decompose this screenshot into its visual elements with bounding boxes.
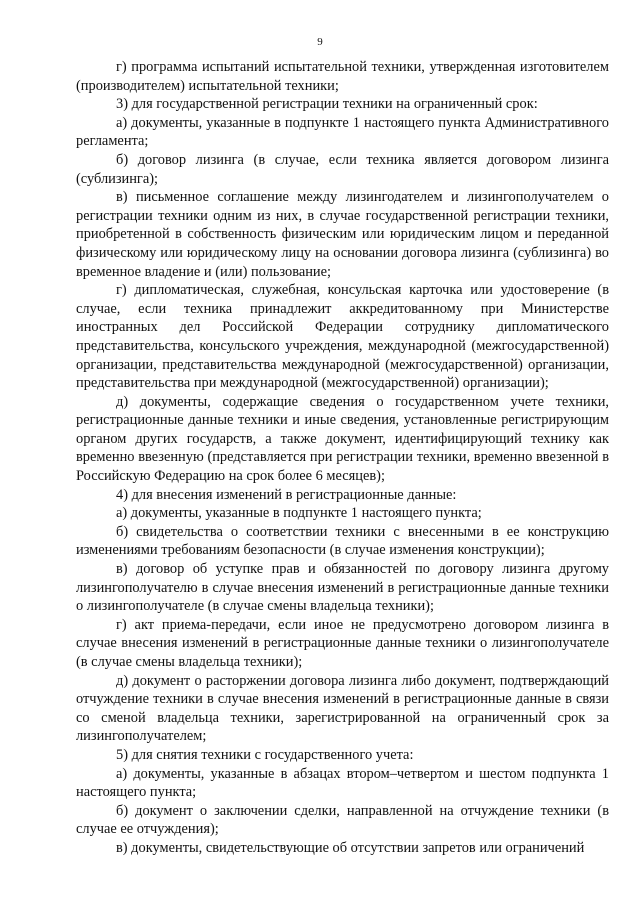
paragraph: б) документ о заключении сделки, направленной на отчуждение техники (в случае ее отчуждения); — [76, 802, 609, 838]
paragraph: а) документы, указанные в подпункте 1 настоящего пункта; — [116, 505, 482, 522]
page-number: 9 — [317, 36, 323, 48]
paragraph: в) письменное соглашение между лизингодателем и лизингополучателем о регистрации техники одним из них, в случае государственной регистрации техники, приобретенной в собственность физическим или юридическим лицом и переданной физическому или юридическому лицу на основании договора лизинга (сублизинга) во временное владение и (или) пользование; — [76, 189, 609, 280]
paragraph: б) договор лизинга (в случае, если техника является договором лизинга (сублизинга); — [76, 151, 609, 187]
paragraph: а) документы, указанные в подпункте 1 настоящего пункта Административного регламента; — [76, 114, 609, 150]
paragraph: г) программа испытаний испытательной техники, утвержденная изготовителем (производителем) испытательной техники; — [76, 59, 609, 94]
paragraph: г) дипломатическая, служебная, консульская карточка или удостоверение (в случае, если техника принадлежит аккредитованному при Министерстве иностранных дел Российской Федерации сотруднику дипломатического представительства, консульского учреждения, международной (межгосударственной) организации, представительства международной (межгосударственной) организации, представительства при международной (межгосударственной) организации); — [76, 282, 609, 392]
paragraph: а) документы, указанные в абзацах втором–четвертом и шестом подпункта 1 настоящего пункта; — [76, 765, 609, 801]
document-body — [76, 58, 609, 858]
paragraph: б) свидетельства о соответствии техники с внесенными в ее конструкцию изменениями требованиям безопасности (в случае изменения конструкции); — [76, 523, 609, 559]
paragraph: д) документы, содержащие сведения о государственном учете техники, регистрационные данные техники и иные сведения, установленные регистрирующим органом других государств, а также документ, идентифицирующий технику как временно ввезенную (представляется при регистрации техники, временно ввезенной в Российскую Федерацию на срок более 6 месяцев); — [76, 393, 609, 485]
paragraph: г) акт приема-передачи, если иное не предусмотрено договором лизинга в случае внесения изменений в регистрационные данные техники о лизингополучателе (в случае смены владельца техники); — [76, 616, 609, 670]
paragraph: 3) для государственной регистрации техники на ограниченный срок: — [116, 96, 538, 113]
paragraph: 5) для снятия техники с государственного учета: — [116, 746, 414, 763]
paragraph: 4) для внесения изменений в регистрационные данные: — [116, 486, 457, 503]
paragraph: в) договор об уступке прав и обязанностей по договору лизинга другому лизингополучателю в случае внесения изменений в регистрационные данные техники о лизингополучателе (в случае смены владельца техники); — [76, 561, 609, 615]
paragraph: в) документы, свидетельствующие об отсутствии запретов или ограничений — [116, 839, 585, 856]
paragraph: д) документ о расторжении договора лизинга либо документ, подтверждающий отчуждение техники в случае внесения изменений в регистрационные данные в связи со сменой владельца техники, зарегистрированной на ограниченный срок за лизингополучателем; — [76, 672, 609, 745]
